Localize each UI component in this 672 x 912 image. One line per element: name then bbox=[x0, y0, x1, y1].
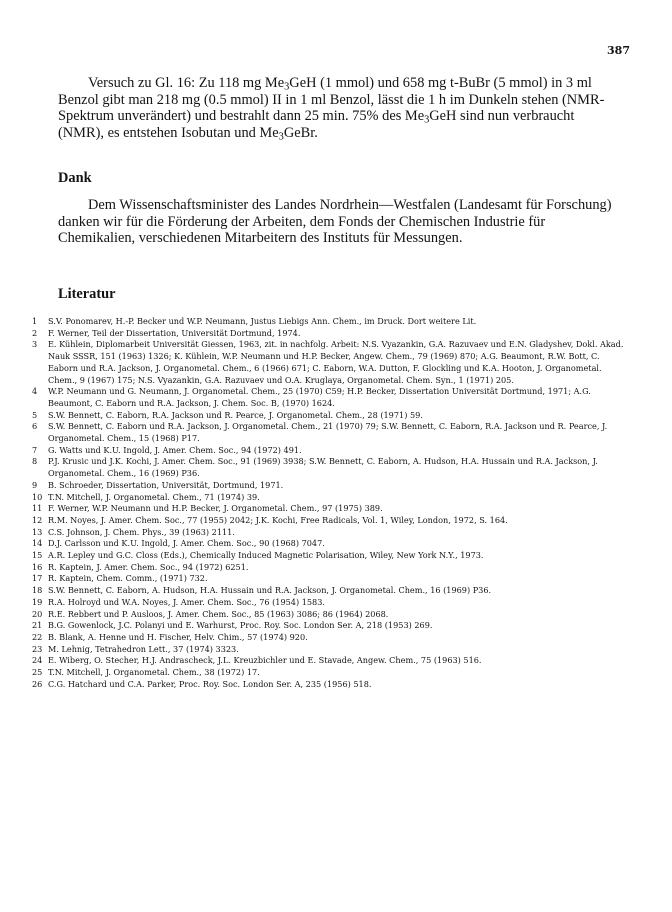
reference-text: W.P. Neumann und G. Neumann, J. Organometal. Chem., 25 (1970) C59; H.P. Becker, Dissertation Universität Dortmund, 1971; A.G. Beaumont, C. Eaborn und R.A. Jackson, J. Chem. Soc. B, (1970) 1624. bbox=[48, 386, 591, 408]
reference-item bbox=[32, 445, 632, 457]
reference-item bbox=[32, 644, 632, 656]
dank-paragraph bbox=[58, 197, 620, 247]
reference-number: 6 bbox=[32, 421, 38, 432]
reference-number: 2 bbox=[32, 327, 38, 338]
reference-number: 26 bbox=[32, 678, 43, 689]
versuch-paragraph-text: Versuch zu Gl. 16: Zu 118 mg $Me_3GeH$ (1 mmol) und 658 mg t-BuBr (5 mmol) in 3 ml Benzol gibt man 218 mg (0.5 mmol) II in 1 ml Benzol, lässt die 1 h im Dunkeln stehen (NMR-Spektrum unverändert) und bestrahlt dann 25 min. 75% des $Me_3GeH$ sind nun verbraucht (NMR), es entstehen Isobutan und $Me_3GeBr$. bbox=[58, 75, 605, 143]
reference-number: 18 bbox=[32, 585, 43, 596]
reference-text: F. Werner, W.P. Neumann und H.P. Becker, J. Organometal. Chem., 97 (1975) 389. bbox=[48, 503, 383, 514]
reference-item bbox=[32, 386, 632, 409]
reference-item bbox=[32, 316, 632, 328]
reference-number: 17 bbox=[32, 573, 43, 584]
reference-item bbox=[32, 573, 632, 585]
reference-text: B. Schroeder, Dissertation, Universität, Dortmund, 1971. bbox=[48, 479, 284, 490]
reference-item bbox=[32, 328, 632, 340]
reference-text: P.J. Krusic und J.K. Kochi, J. Amer. Chem. Soc., 91 (1969) 3938; S.W. Bennett, C. Eaborn, A. Hudson, H.A. Hussain und R.A. Jackson, J. Organometal. Chem., 16 (1969) P36. bbox=[48, 456, 598, 479]
reference-item bbox=[32, 410, 632, 422]
reference-text: R. Kaptein, Chem. Comm., (1971) 732. bbox=[48, 573, 208, 584]
reference-item bbox=[32, 456, 632, 479]
reference-text: S.W. Bennett, C. Eaborn, A. Hudson, H.A. Hussain und R.A. Jackson, J. Organometal. Chem., 16 (1969) P36. bbox=[48, 585, 492, 596]
reference-item bbox=[32, 527, 632, 539]
reference-text: G. Watts und K.U. Ingold, J. Amer. Chem. Soc., 94 (1972) 491. bbox=[48, 444, 302, 455]
reference-number: 13 bbox=[32, 526, 43, 537]
reference-number: 25 bbox=[32, 667, 43, 678]
reference-text: D.J. Carlsson und K.U. Ingold, J. Amer. Chem. Soc., 90 (1968) 7047. bbox=[48, 538, 325, 549]
reference-number: 5 bbox=[32, 409, 38, 420]
reference-text: A.R. Lepley und G.C. Closs (Eds.), Chemically Induced Magnetic Polarisation, Wiley, New York N.Y., 1973. bbox=[48, 550, 484, 561]
reference-number: 9 bbox=[32, 479, 38, 490]
reference-item bbox=[32, 339, 632, 386]
reference-text: E. Kühlein, Diplomarbeit Universität Giessen, 1963, zit. in nachfolg. Arbeit: N.S. Vyazankin, G.A. Razuvaev und E.N. Gladyshev, Dokl. Akad. Nauk SSSR, 151 (1963) 1326; K. Kühlein, W.P. Neumann und H.P. Becker, Angew. Chem., 79 (1969) 870; A.G. Beaumont, R.W. Bott, C. Eaborn und R.A. Jackson, J. Organometal. Chem., 6 (1966) 671; C. Eaborn, W.A. Dutton, F. Glockling und K.A. Hooton, J. Organometal. Chem., 9 (1967) 175; N.S. Vyazankin, G.A. Razuvaev und O.A. Kruglaya, Organometal. Chem. Syn., 1 (1971) 205. bbox=[48, 339, 624, 385]
reference-text: M. Lehnig, Tetrahedron Lett., 37 (1974) 3323. bbox=[48, 643, 239, 654]
reference-number: 4 bbox=[32, 386, 38, 397]
reference-item bbox=[32, 632, 632, 644]
reference-item bbox=[32, 667, 632, 679]
reference-text: T.N. Mitchell, J. Organometal. Chem., 71 (1974) 39. bbox=[48, 491, 260, 502]
reference-item bbox=[32, 679, 632, 691]
reference-number: 21 bbox=[32, 620, 43, 631]
reference-item bbox=[32, 550, 632, 562]
reference-text: S.W. Bennett, C. Eaborn und R.A. Jackson, J. Organometal. Chem., 21 (1970) 79; S.W. Bennett, C. Eaborn, R.A. Jackson und R. Pearce, J. Organometal. Chem., 15 (1968) P17. bbox=[48, 421, 608, 444]
reference-text: F. Werner, Teil der Dissertation, Universität Dortmund, 1974. bbox=[48, 327, 301, 338]
reference-text: B.G. Gowenlock, J.C. Polanyi und E. Warhurst, Proc. Roy. Soc. London Ser. A, 218 (1953) 269. bbox=[48, 620, 433, 631]
reference-item bbox=[32, 421, 632, 444]
reference-list bbox=[32, 316, 632, 691]
reference-item bbox=[32, 538, 632, 550]
reference-number: 1 bbox=[32, 316, 38, 326]
reference-item bbox=[32, 503, 632, 515]
reference-number: 19 bbox=[32, 596, 43, 607]
reference-text: B. Blank, A. Henne und H. Fischer, Helv. Chim., 57 (1974) 920. bbox=[48, 631, 308, 642]
reference-text: R.E. Rebbert und P. Ausloos, J. Amer. Chem. Soc., 85 (1963) 3086; 86 (1964) 2068. bbox=[48, 608, 389, 619]
reference-number: 10 bbox=[32, 491, 43, 502]
reference-item bbox=[32, 655, 632, 667]
reference-text: R.M. Noyes, J. Amer. Chem. Soc., 77 (1955) 2042; J.K. Kochi, Free Radicals, Vol. 1, Wiley, London, 1972, S. 164. bbox=[48, 514, 508, 525]
reference-text: C.G. Hatchard und C.A. Parker, Proc. Roy. Soc. London Ser. A, 235 (1956) 518. bbox=[48, 678, 372, 689]
reference-number: 23 bbox=[32, 643, 43, 654]
literatur-heading: Literatur bbox=[58, 286, 116, 302]
page-number: 387 bbox=[607, 44, 630, 57]
reference-number: 3 bbox=[32, 339, 38, 350]
reference-item bbox=[32, 562, 632, 574]
reference-number: 15 bbox=[32, 550, 43, 561]
reference-text: S.W. Bennett, C. Eaborn, R.A. Jackson und R. Pearce, J. Organometal. Chem., 28 (1971) 59. bbox=[48, 409, 423, 420]
reference-item bbox=[32, 597, 632, 609]
reference-number: 11 bbox=[32, 503, 43, 514]
reference-number: 20 bbox=[32, 608, 43, 619]
reference-number: 24 bbox=[32, 655, 43, 666]
reference-text: T.N. Mitchell, J. Organometal. Chem., 38 (1972) 17. bbox=[48, 667, 260, 678]
reference-item bbox=[32, 609, 632, 621]
reference-text: C.S. Johnson, J. Chem. Phys., 39 (1963) 2111. bbox=[48, 526, 235, 537]
reference-item bbox=[32, 585, 632, 597]
reference-number: 14 bbox=[32, 538, 43, 549]
reference-number: 8 bbox=[32, 456, 38, 467]
dank-paragraph-text: Dem Wissenschaftsminister des Landes Nordrhein—Westfalen (Landesamt für Forschung) danken wir für die Förderung der Arbeiten, dem Fonds der Chemischen Industrie für Chemikalien, verschiedenen Mitarbeitern des Instituts für Messungen. bbox=[58, 197, 612, 247]
reference-item bbox=[32, 620, 632, 632]
reference-item bbox=[32, 515, 632, 527]
reference-text: R.A. Holroyd und W.A. Noyes, J. Amer. Chem. Soc., 76 (1954) 1583. bbox=[48, 596, 325, 607]
reference-text: E. Wiberg, O. Stecher, H.J. Andrascheck, J.L. Kreuzbichler und E. Stavade, Angew. Chem., 75 (1963) 516. bbox=[48, 655, 482, 666]
versuch-paragraph bbox=[58, 75, 620, 141]
reference-item bbox=[32, 480, 632, 492]
reference-text: R. Kaptein, J. Amer. Chem. Soc., 94 (1972) 6251. bbox=[48, 561, 249, 572]
reference-text: S.V. Ponomarev, H.-P. Becker und W.P. Neumann, Justus Liebigs Ann. Chem., im Druck. Dort weitere Lit. bbox=[48, 316, 477, 326]
reference-number: 12 bbox=[32, 514, 43, 525]
reference-item bbox=[32, 492, 632, 504]
reference-number: 22 bbox=[32, 631, 43, 642]
reference-number: 16 bbox=[32, 561, 43, 572]
reference-number: 7 bbox=[32, 444, 38, 455]
dank-heading: Dank bbox=[58, 170, 92, 186]
